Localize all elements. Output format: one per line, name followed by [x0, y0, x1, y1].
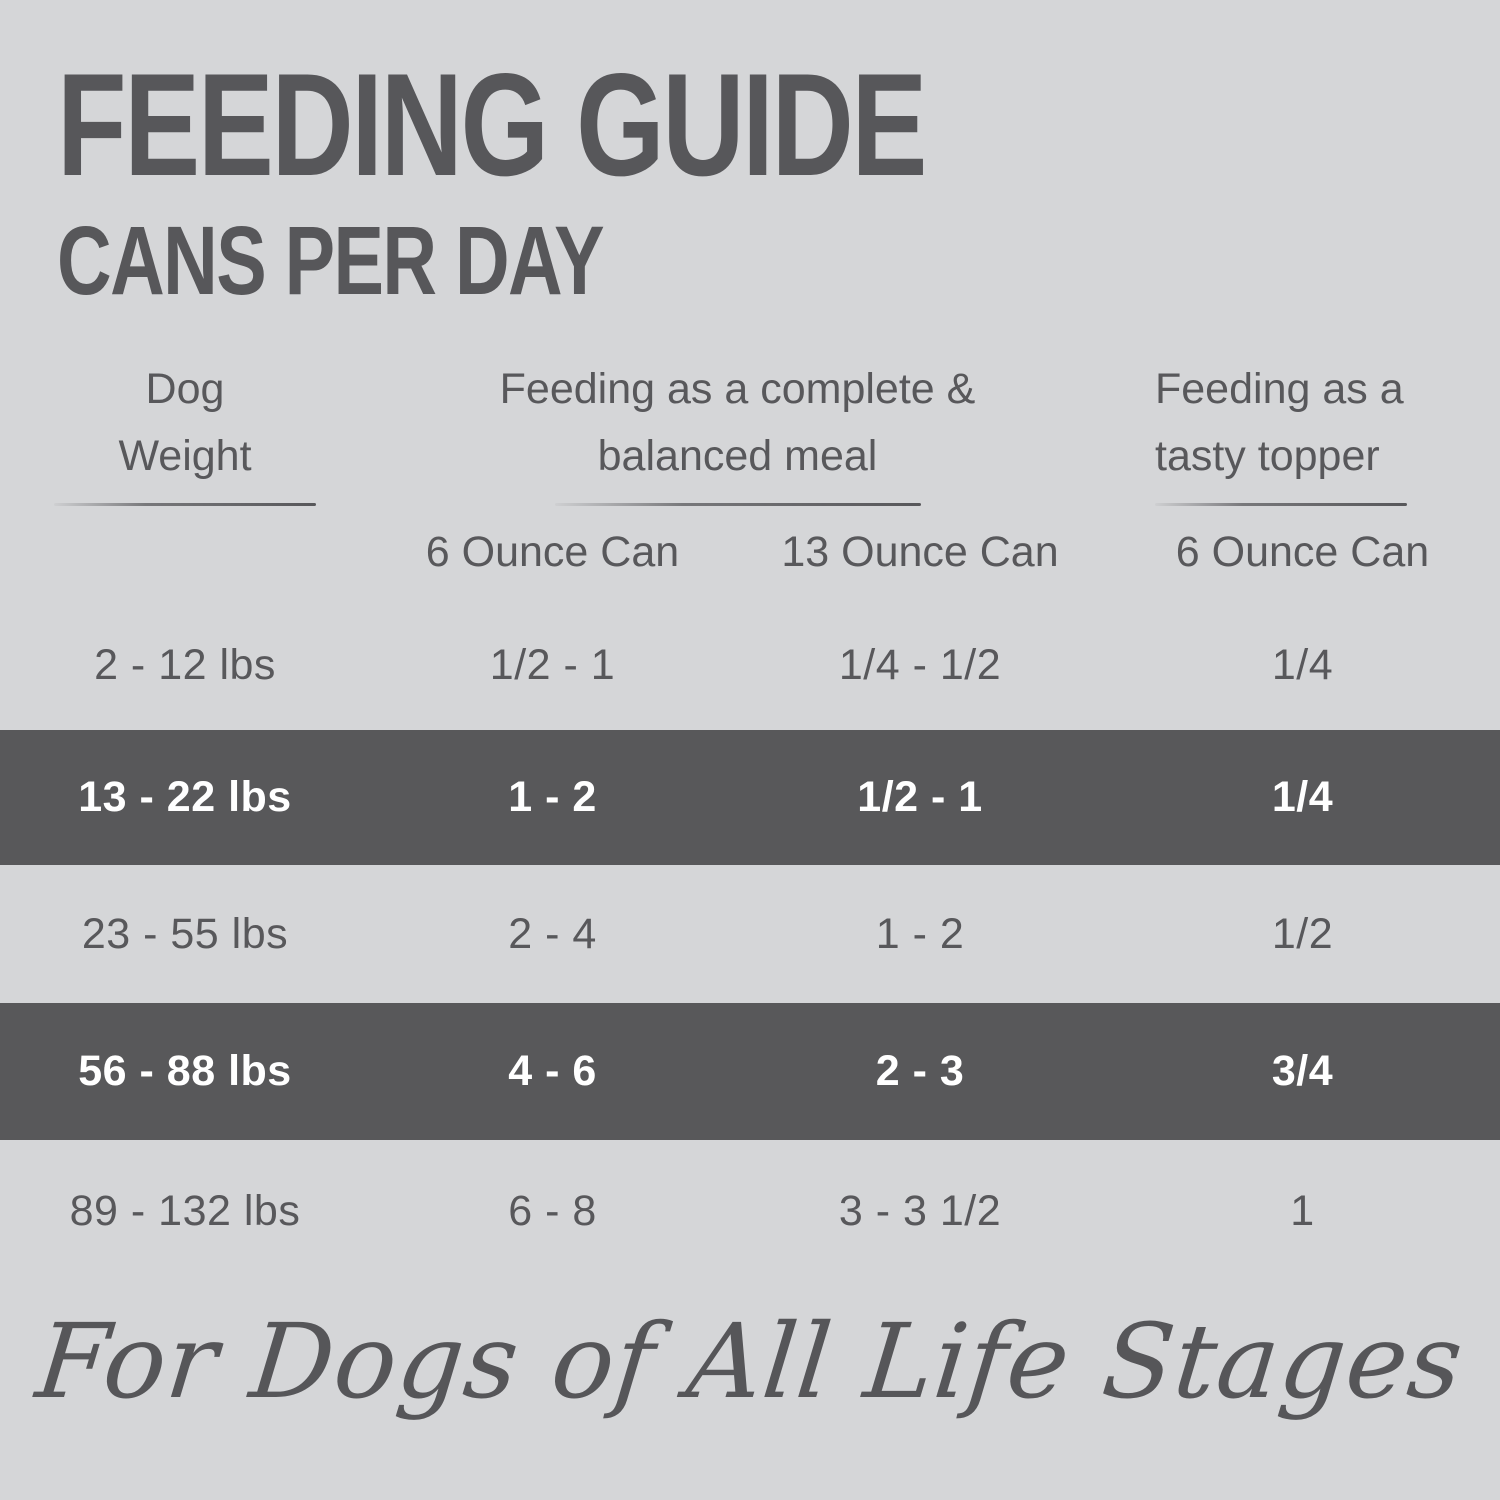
table-subheader-row	[0, 505, 1500, 600]
complete-13oz-cell: 3 - 3 1/2	[838, 1187, 1002, 1235]
topper-6oz-cell: 1/2	[1271, 909, 1334, 958]
complete-13oz-cell: 2 - 3	[875, 1047, 965, 1095]
tagline-script: For Dogs of All Life Stages	[31, 1302, 1469, 1422]
complete-13oz-cell: 1/2 - 1	[857, 773, 983, 821]
dog-weight-cell: 13 - 22 lbs	[78, 773, 292, 821]
table-row-highlighted	[0, 1003, 1500, 1140]
topper-6oz-cell: 1/4	[1271, 773, 1334, 821]
topper-6oz-cell: 1	[1290, 1187, 1315, 1235]
complete-6oz-cell: 1 - 2	[508, 773, 597, 821]
group-header-label: Dog Weight	[118, 365, 252, 480]
complete-13oz-cell: 1 - 2	[875, 909, 965, 958]
complete-6oz-cell: 2 - 4	[508, 909, 597, 958]
group-header-tasty-topper	[1105, 348, 1500, 506]
dog-weight-cell: 89 - 132 lbs	[69, 1187, 301, 1235]
feeding-table	[0, 348, 1500, 1283]
group-header-label: Feeding as a tasty topper	[1155, 365, 1404, 480]
dog-weight-cell: 23 - 55 lbs	[81, 909, 289, 958]
group-header-dog-weight	[0, 348, 370, 506]
group-header-label: Feeding as a complete & balanced meal	[499, 365, 976, 480]
complete-6oz-cell: 1/2 - 1	[489, 640, 616, 689]
complete-13oz-cell: 1/4 - 1/2	[838, 640, 1002, 689]
group-header-complete-meal	[370, 348, 1105, 506]
table-group-header-row	[0, 348, 1500, 505]
table-row	[0, 600, 1500, 730]
table-row	[0, 1140, 1500, 1283]
page-title: FEEDING GUIDE	[57, 43, 926, 206]
complete-6oz-cell: 6 - 8	[508, 1187, 597, 1235]
table-row	[0, 865, 1500, 1003]
subheader-13oz-can-meal: 13 Ounce Can	[781, 528, 1059, 576]
subheader-6oz-can-topper: 6 Ounce Can	[1175, 528, 1430, 576]
page-subtitle: CANS PER DAY	[57, 206, 604, 315]
table-row-highlighted	[0, 730, 1500, 865]
dog-weight-cell: 56 - 88 lbs	[78, 1047, 292, 1095]
subheader-spacer	[0, 505, 370, 600]
dog-weight-cell: 2 - 12 lbs	[94, 640, 276, 689]
topper-6oz-cell: 3/4	[1271, 1047, 1334, 1095]
complete-6oz-cell: 4 - 6	[508, 1047, 597, 1095]
subheader-6oz-can-meal: 6 Ounce Can	[425, 528, 680, 576]
topper-6oz-cell: 1/4	[1271, 640, 1334, 689]
